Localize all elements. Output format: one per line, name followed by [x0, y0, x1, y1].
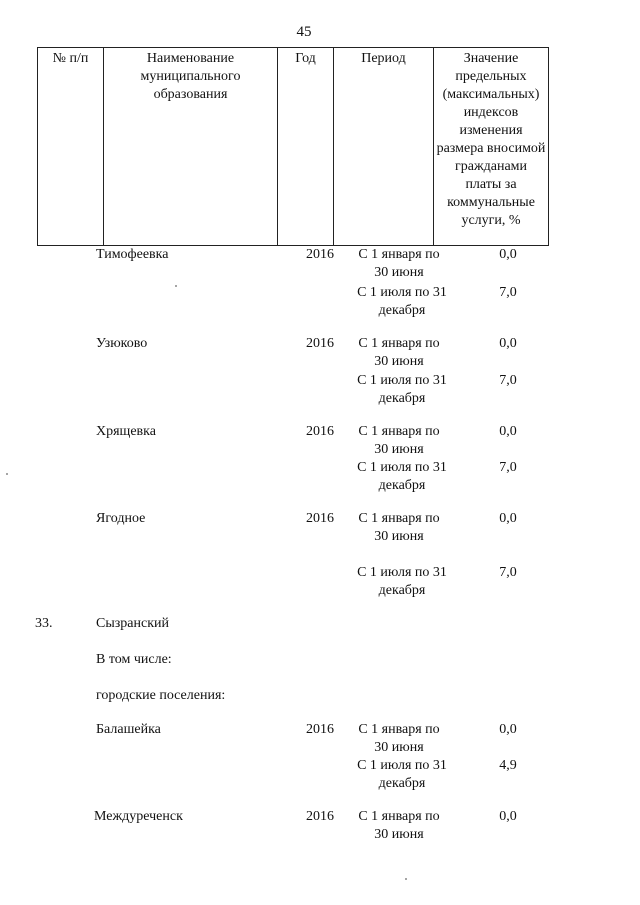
row-period: С 1 июля по 31 декабря	[357, 758, 447, 791]
row-value: 7,0	[499, 373, 517, 388]
row-value: 0,0	[499, 511, 517, 526]
row-year: 2016	[306, 722, 334, 737]
row-value: 0,0	[499, 247, 517, 262]
row-period: С 1 января по 30 июня	[358, 247, 440, 280]
header-period: Период	[334, 48, 434, 246]
header-year: Год	[278, 48, 334, 246]
row-value: 0,0	[499, 424, 517, 439]
scan-speck	[405, 878, 407, 880]
district-name: Сызранский	[96, 616, 169, 631]
row-value: 7,0	[499, 285, 517, 300]
including-label: В том числе:	[96, 652, 172, 667]
scan-speck	[6, 473, 8, 475]
header-name: Наименование муниципального образования	[104, 48, 278, 246]
row-year: 2016	[306, 809, 334, 824]
header-value: Значение предельных (максимальных) индексов изменения размера вносимой гражданами платы за коммунальные услуги, %	[434, 48, 549, 246]
row-period: С 1 января по 30 июня	[358, 424, 440, 457]
row-year: 2016	[306, 247, 334, 262]
row-year: 2016	[306, 511, 334, 526]
row-value: 7,0	[499, 565, 517, 580]
scan-speck	[175, 285, 177, 287]
row-name: Ягодное	[96, 511, 146, 526]
row-year: 2016	[306, 424, 334, 439]
row-period: С 1 января по 30 июня	[358, 809, 440, 842]
row-period: С 1 января по 30 июня	[358, 336, 440, 369]
row-period: С 1 июля по 31 декабря	[357, 460, 447, 493]
row-name: Междуреченск	[94, 809, 183, 824]
row-value: 7,0	[499, 460, 517, 475]
row-period: С 1 июля по 31 декабря	[357, 373, 447, 406]
row-value: 0,0	[499, 809, 517, 824]
row-period: С 1 июля по 31 декабря	[357, 565, 447, 598]
row-period: С 1 января по 30 июня	[358, 511, 440, 544]
row-name: Тимофеевка	[96, 247, 169, 262]
row-value: 4,9	[499, 758, 517, 773]
row-name: Балашейка	[96, 722, 161, 737]
row-name: Узюково	[96, 336, 148, 351]
header-num: № п/п	[38, 48, 104, 246]
district-number: 33.	[35, 616, 53, 631]
row-period: С 1 января по 30 июня	[358, 722, 440, 755]
row-year: 2016	[306, 336, 334, 351]
page-number: 45	[296, 24, 312, 40]
urban-settlements-label: городские поселения:	[96, 688, 226, 703]
row-value: 0,0	[499, 336, 517, 351]
row-period: С 1 июля по 31 декабря	[357, 285, 447, 318]
row-value: 0,0	[499, 722, 517, 737]
row-name: Хрящевка	[96, 424, 156, 439]
